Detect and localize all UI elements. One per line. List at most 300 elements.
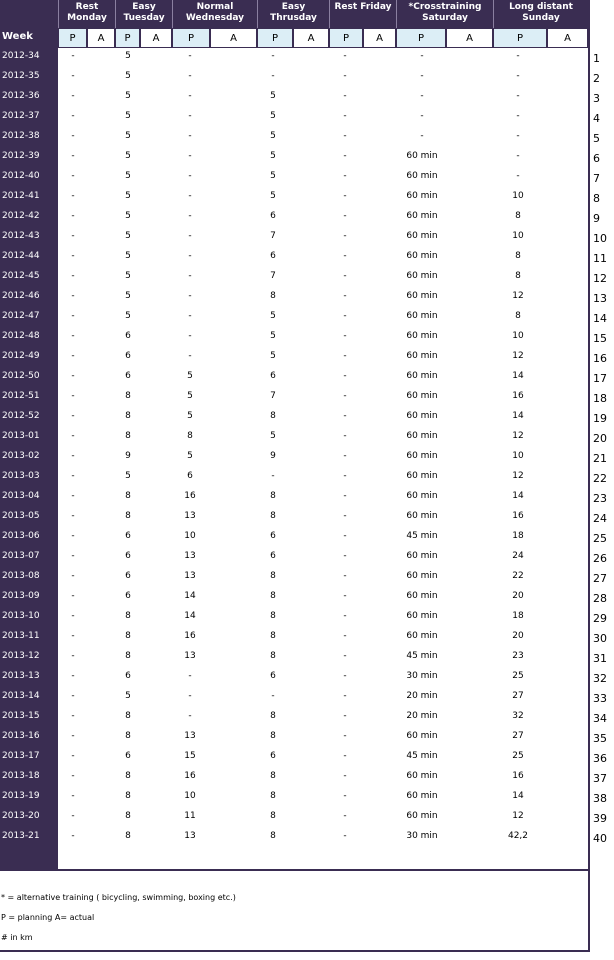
planned-sat-cell: 60 min: [406, 351, 438, 361]
planned-thu-cell: 8: [270, 611, 276, 621]
planned-sat-cell: -: [420, 131, 424, 141]
planned-mon-cell: -: [71, 311, 75, 321]
planned-mon-cell: -: [71, 671, 75, 681]
planned-sat-cell: -: [420, 51, 424, 61]
planned-tue-cell: 5: [125, 211, 131, 221]
planned-mon-cell: -: [71, 171, 75, 181]
planned-wed-cell: -: [188, 231, 192, 241]
week-cell: 2013-07: [2, 551, 40, 561]
planned-sat-cell: 60 min: [406, 371, 438, 381]
table-row: [0, 786, 588, 806]
row-number: 40: [593, 832, 607, 845]
planned-thu-cell: 5: [270, 91, 276, 101]
planned-fri-cell: -: [343, 151, 347, 161]
planned-sat-cell: 60 min: [406, 251, 438, 261]
planned-mon-cell: -: [71, 111, 75, 121]
week-cell: 2013-21: [2, 831, 40, 841]
week-cell: 2013-03: [2, 471, 40, 481]
planned-sun-cell: 10: [512, 231, 524, 241]
planned-sat-cell: 30 min: [406, 831, 438, 841]
row-number: 26: [593, 552, 607, 565]
planned-sun-cell: 12: [512, 811, 524, 821]
table-row: [0, 806, 588, 826]
planned-mon-cell: -: [71, 591, 75, 601]
table-row: [0, 46, 588, 66]
planned-thu-cell: 8: [270, 811, 276, 821]
planned-wed-cell: -: [188, 211, 192, 221]
planned-fri-cell: -: [343, 211, 347, 221]
planned-fri-cell: -: [343, 251, 347, 261]
planned-wed-cell: 8: [187, 431, 193, 441]
planned-fri-cell: -: [343, 71, 347, 81]
planned-fri-cell: -: [343, 91, 347, 101]
planned-mon-cell: -: [71, 811, 75, 821]
planned-tue-cell: 9: [125, 451, 131, 461]
planned-mon-cell: -: [71, 391, 75, 401]
week-cell: 2013-11: [2, 631, 40, 641]
planned-tue-cell: 5: [125, 691, 131, 701]
planning-label-sun: P: [493, 28, 547, 48]
planned-sun-cell: 25: [512, 751, 524, 761]
planned-wed-cell: -: [188, 91, 192, 101]
row-number: 31: [593, 652, 607, 665]
planned-wed-cell: 16: [184, 491, 196, 501]
row-number: 22: [593, 472, 607, 485]
planned-mon-cell: -: [71, 711, 75, 721]
planned-thu-cell: 8: [270, 571, 276, 581]
planned-wed-cell: -: [188, 111, 192, 121]
planned-wed-cell: -: [188, 151, 192, 161]
planned-fri-cell: -: [343, 811, 347, 821]
table-row: [0, 746, 588, 766]
planned-wed-cell: 13: [184, 551, 196, 561]
planned-tue-cell: 8: [125, 611, 131, 621]
row-number: 19: [593, 412, 607, 425]
planned-sun-cell: 14: [512, 371, 524, 381]
planned-thu-cell: 5: [270, 191, 276, 201]
planned-sat-cell: 60 min: [406, 271, 438, 281]
planned-sun-cell: 14: [512, 491, 524, 501]
planned-tue-cell: 8: [125, 831, 131, 841]
planned-fri-cell: -: [343, 591, 347, 601]
planned-mon-cell: -: [71, 831, 75, 841]
planned-sun-cell: -: [516, 71, 520, 81]
planned-tue-cell: 6: [125, 751, 131, 761]
week-cell: 2013-08: [2, 571, 40, 581]
planned-sat-cell: -: [420, 91, 424, 101]
planned-mon-cell: -: [71, 571, 75, 581]
planned-thu-cell: -: [271, 51, 275, 61]
week-cell: 2012-50: [2, 371, 40, 381]
actual-label-sat: A: [446, 28, 493, 48]
planned-mon-cell: -: [71, 511, 75, 521]
planned-thu-cell: 7: [270, 391, 276, 401]
planned-sun-cell: 8: [515, 311, 521, 321]
planned-thu-cell: 8: [270, 491, 276, 501]
planned-tue-cell: 5: [125, 471, 131, 481]
week-cell: 2012-35: [2, 71, 40, 81]
planned-mon-cell: -: [71, 251, 75, 261]
row-number: 8: [593, 192, 600, 205]
week-cell: 2012-39: [2, 151, 40, 161]
planned-fri-cell: -: [343, 611, 347, 621]
planned-fri-cell: -: [343, 391, 347, 401]
planned-thu-cell: -: [271, 691, 275, 701]
planned-sun-cell: -: [516, 151, 520, 161]
planned-fri-cell: -: [343, 551, 347, 561]
row-number: 15: [593, 332, 607, 345]
planned-tue-cell: 6: [125, 591, 131, 601]
planned-wed-cell: 13: [184, 511, 196, 521]
planned-sat-cell: 60 min: [406, 471, 438, 481]
week-cell: 2013-15: [2, 711, 40, 721]
planned-sun-cell: 42,2: [507, 831, 529, 841]
planned-fri-cell: -: [343, 731, 347, 741]
planning-label-thu: P: [257, 28, 293, 48]
planned-fri-cell: -: [343, 271, 347, 281]
planned-thu-cell: 6: [270, 531, 276, 541]
table-row: [0, 226, 588, 246]
planned-mon-cell: -: [71, 451, 75, 461]
week-cell: 2012-52: [2, 411, 40, 421]
row-number: 14: [593, 312, 607, 325]
row-number: 1: [593, 52, 600, 65]
table-row: [0, 506, 588, 526]
planned-tue-cell: 8: [125, 491, 131, 501]
planned-thu-cell: 6: [270, 371, 276, 381]
planned-sat-cell: 60 min: [406, 791, 438, 801]
planned-tue-cell: 5: [125, 151, 131, 161]
week-cell: 2012-38: [2, 131, 40, 141]
planned-tue-cell: 5: [125, 111, 131, 121]
planned-mon-cell: -: [71, 331, 75, 341]
planned-thu-cell: 8: [270, 711, 276, 721]
planned-sun-cell: 12: [512, 291, 524, 301]
planned-thu-cell: 5: [270, 151, 276, 161]
planned-sun-cell: 8: [515, 251, 521, 261]
row-number: 3: [593, 92, 600, 105]
planned-thu-cell: 8: [270, 771, 276, 781]
planned-sat-cell: 60 min: [406, 431, 438, 441]
planned-wed-cell: -: [188, 171, 192, 181]
planned-fri-cell: -: [343, 511, 347, 521]
planned-fri-cell: -: [343, 291, 347, 301]
table-row: [0, 546, 588, 566]
planned-wed-cell: -: [188, 291, 192, 301]
planned-wed-cell: 13: [184, 651, 196, 661]
row-number: 21: [593, 452, 607, 465]
week-cell: 2013-02: [2, 451, 40, 461]
planned-sun-cell: 27: [512, 691, 524, 701]
table-row: [0, 106, 588, 126]
planned-tue-cell: 8: [125, 731, 131, 741]
planned-tue-cell: 5: [125, 231, 131, 241]
table-row: [0, 366, 588, 386]
planned-fri-cell: -: [343, 751, 347, 761]
planned-sun-cell: 12: [512, 471, 524, 481]
planned-sun-cell: 16: [512, 391, 524, 401]
table-row: [0, 66, 588, 86]
week-cell: 2012-47: [2, 311, 40, 321]
planned-thu-cell: 8: [270, 651, 276, 661]
planned-sun-cell: 24: [512, 551, 524, 561]
planned-wed-cell: -: [188, 691, 192, 701]
planned-wed-cell: -: [188, 191, 192, 201]
table-row: [0, 706, 588, 726]
planned-fri-cell: -: [343, 651, 347, 661]
table-row: [0, 666, 588, 686]
planned-sun-cell: 18: [512, 531, 524, 541]
planned-mon-cell: -: [71, 91, 75, 101]
planned-sat-cell: -: [420, 71, 424, 81]
planned-tue-cell: 8: [125, 511, 131, 521]
table-row: [0, 206, 588, 226]
table-row: [0, 526, 588, 546]
planned-sun-cell: -: [516, 91, 520, 101]
row-number: 6: [593, 152, 600, 165]
table-row: [0, 286, 588, 306]
actual-label-mon: A: [87, 28, 115, 48]
planned-fri-cell: -: [343, 171, 347, 181]
planned-fri-cell: -: [343, 771, 347, 781]
planned-fri-cell: -: [343, 411, 347, 421]
planned-fri-cell: -: [343, 831, 347, 841]
planned-fri-cell: -: [343, 231, 347, 241]
planned-mon-cell: -: [71, 271, 75, 281]
planned-mon-cell: -: [71, 211, 75, 221]
planned-sat-cell: 60 min: [406, 291, 438, 301]
planned-tue-cell: 5: [125, 91, 131, 101]
row-number: 23: [593, 492, 607, 505]
planned-wed-cell: 11: [184, 811, 196, 821]
table-row: [0, 146, 588, 166]
planned-sun-cell: -: [516, 51, 520, 61]
planned-mon-cell: -: [71, 411, 75, 421]
planned-thu-cell: 8: [270, 291, 276, 301]
table-row: [0, 626, 588, 646]
week-cell: 2012-40: [2, 171, 40, 181]
planned-sat-cell: 45 min: [406, 751, 438, 761]
actual-label-thu: A: [293, 28, 329, 48]
table-row: [0, 686, 588, 706]
planned-wed-cell: -: [188, 131, 192, 141]
planned-sun-cell: 20: [512, 591, 524, 601]
planned-sat-cell: 60 min: [406, 571, 438, 581]
row-number: 28: [593, 592, 607, 605]
planned-wed-cell: -: [188, 251, 192, 261]
planned-tue-cell: 6: [125, 351, 131, 361]
planned-fri-cell: -: [343, 451, 347, 461]
planned-sun-cell: 8: [515, 211, 521, 221]
table-row: [0, 186, 588, 206]
row-number: 20: [593, 432, 607, 445]
week-cell: 2012-37: [2, 111, 40, 121]
planned-tue-cell: 8: [125, 651, 131, 661]
table-row: [0, 446, 588, 466]
row-number: 4: [593, 112, 600, 125]
planned-sat-cell: 60 min: [406, 591, 438, 601]
planned-thu-cell: 6: [270, 671, 276, 681]
planned-thu-cell: 6: [270, 551, 276, 561]
row-number: 11: [593, 252, 607, 265]
planned-sat-cell: 60 min: [406, 171, 438, 181]
planned-sun-cell: 12: [512, 351, 524, 361]
planned-fri-cell: -: [343, 791, 347, 801]
table-row: [0, 406, 588, 426]
planned-wed-cell: 5: [187, 451, 193, 461]
table-row: [0, 466, 588, 486]
table-row: [0, 586, 588, 606]
planned-sun-cell: 16: [512, 771, 524, 781]
planned-thu-cell: 5: [270, 171, 276, 181]
planned-fri-cell: -: [343, 371, 347, 381]
row-number: 16: [593, 352, 607, 365]
week-cell: 2012-46: [2, 291, 40, 301]
planned-tue-cell: 5: [125, 51, 131, 61]
row-number: 24: [593, 512, 607, 525]
note-units: # in km: [1, 933, 33, 942]
planned-tue-cell: 5: [125, 251, 131, 261]
planned-sat-cell: 60 min: [406, 631, 438, 641]
week-cell: 2013-05: [2, 511, 40, 521]
planned-sun-cell: 20: [512, 631, 524, 641]
day-header-sat: *Crosstraining Saturday: [396, 0, 493, 28]
week-cell: 2012-45: [2, 271, 40, 281]
planned-sat-cell: 60 min: [406, 411, 438, 421]
planned-sat-cell: -: [420, 111, 424, 121]
planned-mon-cell: -: [71, 771, 75, 781]
week-cell: 2013-14: [2, 691, 40, 701]
planned-thu-cell: 5: [270, 351, 276, 361]
week-cell: 2013-17: [2, 751, 40, 761]
table-row: [0, 266, 588, 286]
actual-label-sun: A: [547, 28, 588, 48]
planned-sat-cell: 20 min: [406, 691, 438, 701]
planned-mon-cell: -: [71, 51, 75, 61]
row-number: 18: [593, 392, 607, 405]
planned-mon-cell: -: [71, 191, 75, 201]
week-cell: 2012-41: [2, 191, 40, 201]
planned-tue-cell: 8: [125, 431, 131, 441]
planned-fri-cell: -: [343, 131, 347, 141]
planned-mon-cell: -: [71, 551, 75, 561]
planned-mon-cell: -: [71, 291, 75, 301]
row-number: 2: [593, 72, 600, 85]
planned-thu-cell: 5: [270, 111, 276, 121]
row-number: 10: [593, 232, 607, 245]
planned-wed-cell: 16: [184, 771, 196, 781]
planned-wed-cell: 13: [184, 831, 196, 841]
planned-sun-cell: 12: [512, 431, 524, 441]
planned-sat-cell: 60 min: [406, 211, 438, 221]
row-number: 35: [593, 732, 607, 745]
table-row: [0, 346, 588, 366]
planned-sat-cell: 60 min: [406, 231, 438, 241]
planned-fri-cell: -: [343, 531, 347, 541]
planned-thu-cell: 8: [270, 731, 276, 741]
planned-thu-cell: 8: [270, 591, 276, 601]
planned-mon-cell: -: [71, 131, 75, 141]
planned-wed-cell: -: [188, 671, 192, 681]
planned-wed-cell: 5: [187, 411, 193, 421]
planned-sat-cell: 60 min: [406, 311, 438, 321]
week-cell: 2012-43: [2, 231, 40, 241]
planned-wed-cell: 14: [184, 611, 196, 621]
table-row: [0, 126, 588, 146]
row-number: 7: [593, 172, 600, 185]
planned-fri-cell: -: [343, 191, 347, 201]
planned-sat-cell: 60 min: [406, 551, 438, 561]
planned-mon-cell: -: [71, 431, 75, 441]
planned-mon-cell: -: [71, 691, 75, 701]
planned-sun-cell: 10: [512, 331, 524, 341]
planned-sat-cell: 60 min: [406, 151, 438, 161]
table-row: [0, 166, 588, 186]
actual-label-fri: A: [363, 28, 396, 48]
week-cell: 2012-44: [2, 251, 40, 261]
planned-tue-cell: 8: [125, 631, 131, 641]
planned-wed-cell: -: [188, 331, 192, 341]
planned-tue-cell: 5: [125, 131, 131, 141]
day-header-fri: Rest Friday: [329, 0, 396, 28]
week-cell: 2013-12: [2, 651, 40, 661]
planned-sun-cell: 22: [512, 571, 524, 581]
planned-fri-cell: -: [343, 51, 347, 61]
row-number: 36: [593, 752, 607, 765]
planned-thu-cell: 8: [270, 511, 276, 521]
row-number: 29: [593, 612, 607, 625]
planned-wed-cell: 15: [184, 751, 196, 761]
row-number: 27: [593, 572, 607, 585]
planned-wed-cell: 16: [184, 631, 196, 641]
week-cell: 2012-42: [2, 211, 40, 221]
planned-thu-cell: -: [271, 471, 275, 481]
planned-thu-cell: 6: [270, 211, 276, 221]
planned-thu-cell: 5: [270, 331, 276, 341]
planned-wed-cell: -: [188, 271, 192, 281]
planned-sat-cell: 60 min: [406, 511, 438, 521]
table-row: [0, 86, 588, 106]
row-number: 32: [593, 672, 607, 685]
planned-wed-cell: -: [188, 71, 192, 81]
planning-actual-row: [58, 28, 588, 48]
planned-sat-cell: 60 min: [406, 331, 438, 341]
planned-mon-cell: -: [71, 651, 75, 661]
planned-wed-cell: 5: [187, 391, 193, 401]
planned-fri-cell: -: [343, 631, 347, 641]
planned-mon-cell: -: [71, 731, 75, 741]
week-header: Week: [2, 31, 33, 42]
table-row: [0, 246, 588, 266]
week-cell: 2012-48: [2, 331, 40, 341]
planned-tue-cell: 5: [125, 291, 131, 301]
planned-sun-cell: 10: [512, 191, 524, 201]
row-number: 34: [593, 712, 607, 725]
planned-tue-cell: 6: [125, 571, 131, 581]
planned-sat-cell: 60 min: [406, 611, 438, 621]
planned-sun-cell: 25: [512, 671, 524, 681]
table-row: [0, 486, 588, 506]
actual-label-wed: A: [210, 28, 257, 48]
planned-tue-cell: 6: [125, 371, 131, 381]
planned-thu-cell: -: [271, 71, 275, 81]
planned-sun-cell: 8: [515, 271, 521, 281]
planned-mon-cell: -: [71, 351, 75, 361]
note-planning-actual: P = planning A= actual: [1, 913, 95, 922]
table-row: [0, 766, 588, 786]
planning-label-mon: P: [58, 28, 87, 48]
planned-wed-cell: -: [188, 51, 192, 61]
